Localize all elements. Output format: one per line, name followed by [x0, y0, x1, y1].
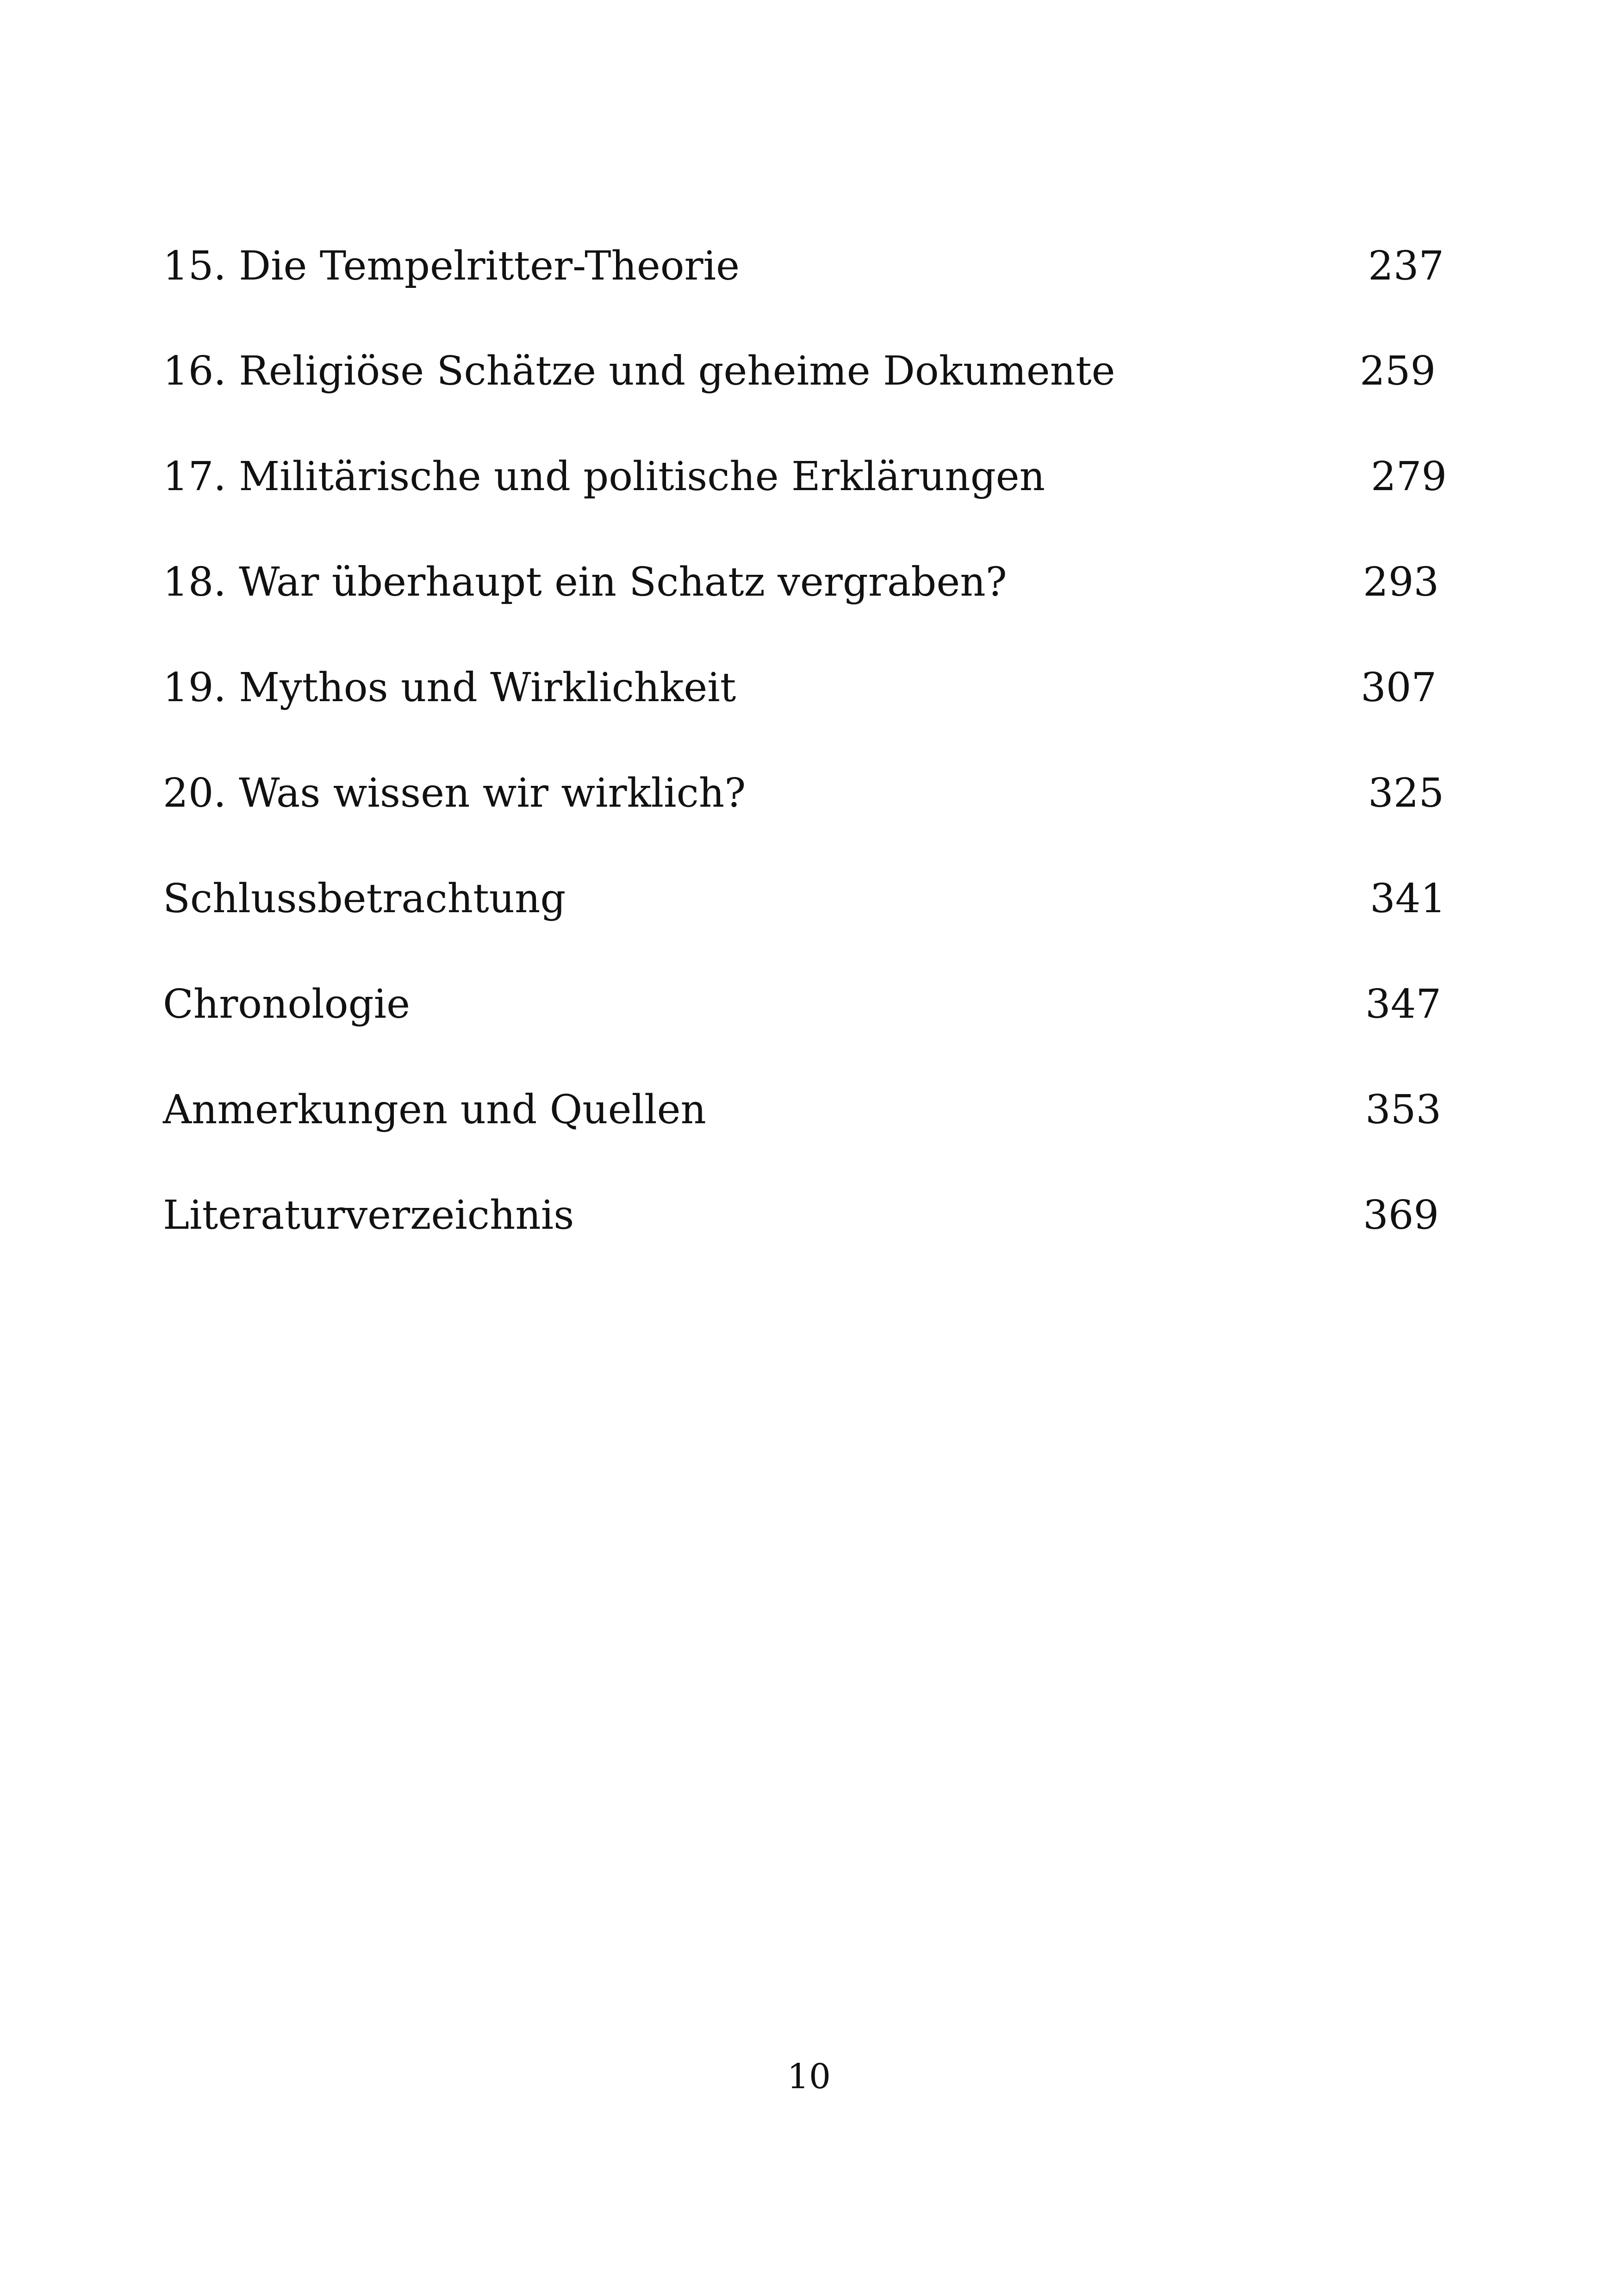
- toc-entry-page: 307: [1361, 665, 1437, 711]
- toc-entry-title: Schlussbetrachtung: [163, 876, 566, 922]
- toc-entry-title: 16. Religiöse Schätze und geheime Dokumente: [163, 348, 1115, 394]
- toc-entry: [0, 1183, 1618, 1248]
- toc-entry-title: 20. Was wissen wir wirklich?: [163, 770, 746, 816]
- toc-entry: [0, 655, 1618, 720]
- toc-entry: [0, 339, 1618, 404]
- toc-entry: [0, 444, 1618, 509]
- toc-entry: [0, 550, 1618, 615]
- toc-entry-page: 347: [1365, 981, 1442, 1027]
- page-number: 10: [787, 2057, 831, 2097]
- toc-entry-title: Literaturverzeichnis: [163, 1192, 574, 1238]
- toc-entry-page: 353: [1365, 1087, 1442, 1133]
- toc-entry-page: 237: [1368, 243, 1444, 289]
- toc-entry: [0, 761, 1618, 826]
- toc-entry-page: 341: [1370, 876, 1446, 922]
- toc-entry-title: 19. Mythos und Wirklichkeit: [163, 665, 736, 711]
- toc-entry-title: 18. War überhaupt ein Schatz vergraben?: [163, 559, 1007, 605]
- toc-entry-page: 293: [1363, 559, 1439, 605]
- toc-entry: [0, 972, 1618, 1037]
- toc-entry-title: 17. Militärische und politische Erklärungen: [163, 454, 1045, 500]
- toc-entry-page: 325: [1368, 770, 1444, 816]
- toc-entry-title: Anmerkungen und Quellen: [163, 1087, 706, 1133]
- toc-entry: [0, 234, 1618, 299]
- toc-entry: [0, 866, 1618, 931]
- toc-entry-page: 279: [1371, 454, 1447, 500]
- toc-entry-title: Chronologie: [163, 981, 410, 1027]
- toc-entry: [0, 1077, 1618, 1142]
- toc-entry-page: 259: [1360, 348, 1436, 394]
- toc-entry-title: 15. Die Tempelritter-Theorie: [163, 243, 740, 289]
- toc-entry-page: 369: [1363, 1192, 1439, 1238]
